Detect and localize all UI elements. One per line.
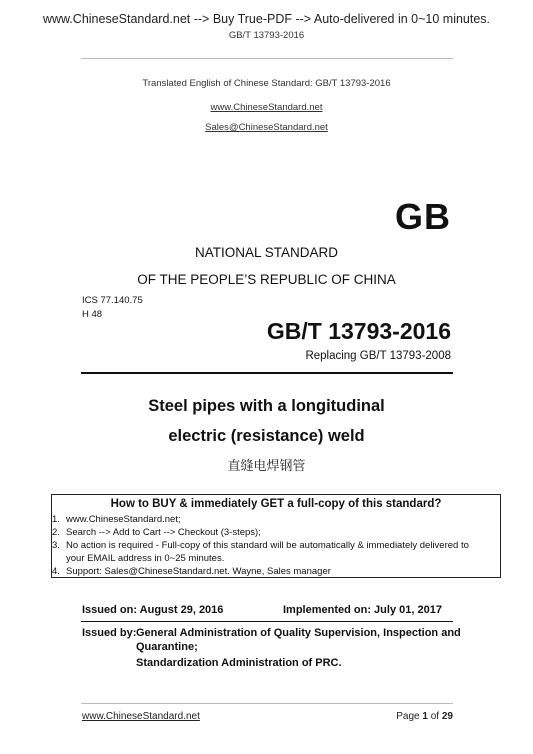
buy-box-heading: How to BUY & immediately GET a full-copy of this standard?: [110, 498, 442, 510]
buy-steps-list: [52, 513, 500, 578]
title-divider: [81, 372, 453, 374]
step-number: 4.: [52, 566, 60, 577]
step-text: No action is required - Full-copy of this standard will be automatically & immediately delivered to: [66, 540, 469, 551]
replacing-note: Replacing GB/T 13793-2008: [305, 350, 451, 362]
buy-instructions-box: [51, 494, 501, 578]
top-banner-std-number: GB/T 13793-2016: [228, 30, 305, 41]
page-current: 1: [422, 711, 428, 722]
issued-on-date: Issued on: August 29, 2016: [82, 604, 224, 616]
page-prefix: Page: [396, 711, 420, 722]
list-item: [52, 565, 500, 578]
gb-logo: GB: [395, 196, 451, 237]
header-divider: [81, 58, 453, 59]
standard-number: GB/T 13793-2016: [266, 318, 451, 344]
issued-by-label: Issued by:: [82, 627, 137, 639]
classification-codes: [82, 294, 143, 322]
page-indicator: [396, 711, 453, 722]
step-text-continued: your EMAIL address in 0~25 minutes.: [66, 553, 225, 564]
footer-divider: [81, 703, 453, 704]
title-line-1: Steel pipes with a longitudinal: [148, 397, 385, 415]
list-item: [52, 539, 500, 565]
step-number: 1.: [52, 514, 60, 525]
list-item: [52, 526, 500, 539]
step-text: Support: Sales@ChineseStandard.net. Wayne, Sales manager: [66, 566, 331, 577]
national-standard-heading: NATIONAL STANDARD: [194, 245, 338, 260]
step-number: 2.: [52, 527, 60, 538]
ics-code: ICS 77.140.75: [82, 295, 143, 306]
issuer-line-2: Quarantine;: [136, 641, 198, 653]
page-of: of: [430, 711, 440, 722]
dates-divider: [81, 621, 453, 622]
country-heading: OF THE PEOPLE’S REPUBLIC OF CHINA: [137, 272, 396, 287]
translation-notice: Translated English of Chinese Standard: GB/T 13793-2016: [142, 78, 391, 89]
step-text: Search --> Add to Cart --> Checkout (3-steps);: [66, 527, 261, 538]
page-total: 29: [441, 711, 453, 722]
footer-website-link[interactable]: www.ChineseStandard.net: [82, 711, 200, 722]
issuer-line-1: General Administration of Quality Supervision, Inspection and: [136, 627, 461, 639]
website-link[interactable]: www.ChineseStandard.net: [210, 102, 323, 113]
issuer-line-3: Standardization Administration of PRC.: [136, 657, 342, 669]
title-line-2: electric (resistance) weld: [168, 427, 365, 445]
email-link[interactable]: Sales@ChineseStandard.net: [205, 122, 328, 133]
h-code: H 48: [82, 309, 103, 320]
top-banner: www.ChineseStandard.net --> Buy True-PDF --> Auto-delivered in 0~10 minutes.: [42, 12, 491, 26]
step-number: 3.: [52, 540, 60, 551]
list-item: [52, 513, 500, 526]
implemented-on-date: Implemented on: July 01, 2017: [283, 604, 442, 616]
step-text[interactable]: www.ChineseStandard.net;: [66, 514, 181, 525]
title-chinese: 直缝电焊钢管: [227, 459, 306, 474]
